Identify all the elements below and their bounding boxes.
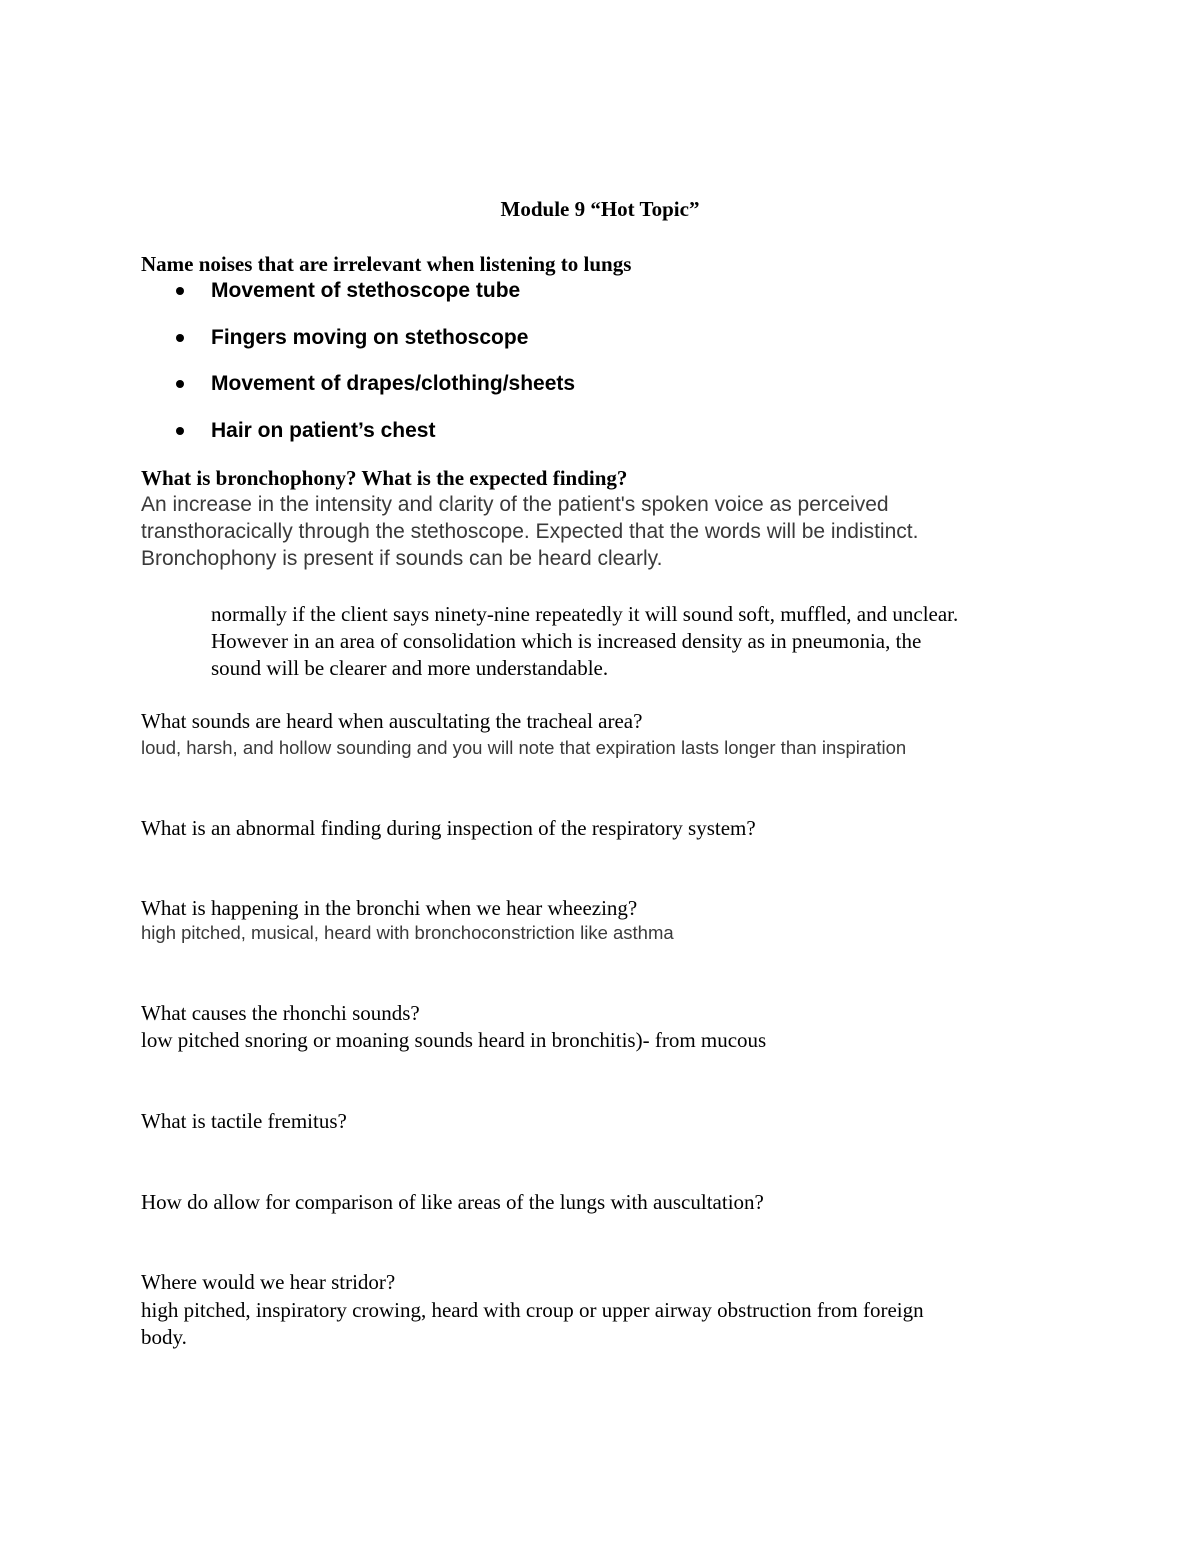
bullet-icon [176, 287, 184, 295]
bullet-icon [176, 334, 184, 342]
question-comparison: How do allow for comparison of like areas of the lungs with auscultation? [141, 1190, 764, 1214]
page-title: Module 9 “Hot Topic” [500, 197, 700, 221]
question-fremitus: What is tactile fremitus? [141, 1109, 347, 1133]
note-line: sound will be clearer and more understandable. [211, 656, 609, 680]
answer-line: An increase in the intensity and clarity of the patient's spoken voice as perceived [141, 493, 889, 516]
answer-bronchophony [141, 491, 918, 572]
bullet-icon [176, 380, 184, 388]
answer-line: Bronchophony is present if sounds can be heard clearly. [141, 547, 663, 570]
question-wheezing: What is happening in the bronchi when we hear wheezing? [141, 896, 638, 920]
list-item: Hair on patient’s chest [211, 419, 436, 442]
question-abnormal: What is an abnormal finding during inspection of the respiratory system? [141, 816, 756, 840]
question-noises: Name noises that are irrelevant when listening to lungs [141, 252, 632, 276]
question-tracheal: What sounds are heard when auscultating the tracheal area? [141, 709, 643, 733]
answer-rhonchi: low pitched snoring or moaning sounds heard in bronchitis)- from mucous [141, 1028, 767, 1052]
answer-line: high pitched, inspiratory crowing, heard with croup or upper airway obstruction from foreign [141, 1298, 924, 1322]
list-item: Fingers moving on stethoscope [211, 326, 529, 349]
question-bronchophony: What is bronchophony? What is the expected finding? [141, 466, 628, 490]
bronchophony-note [211, 601, 958, 682]
list-item: Movement of drapes/clothing/sheets [211, 372, 576, 395]
question-stridor: Where would we hear stridor? [141, 1270, 396, 1294]
bullet-icon [176, 427, 184, 435]
answer-stridor [141, 1297, 924, 1351]
answer-line: body. [141, 1325, 187, 1349]
answer-line: transthoracically through the stethoscope. Expected that the words will be indistinct. [141, 520, 919, 543]
note-line: normally if the client says ninety-nine repeatedly it will sound soft, muffled, and unclear. [211, 602, 959, 626]
question-rhonchi: What causes the rhonchi sounds? [141, 1001, 420, 1025]
answer-wheezing: high pitched, musical, heard with bronchoconstriction like asthma [141, 922, 674, 943]
list-item: Movement of stethoscope tube [211, 279, 521, 302]
answer-tracheal: loud, harsh, and hollow sounding and you will note that expiration lasts longer than inspiration [141, 737, 907, 758]
note-line: However in an area of consolidation which is increased density as in pneumonia, the [211, 629, 922, 653]
